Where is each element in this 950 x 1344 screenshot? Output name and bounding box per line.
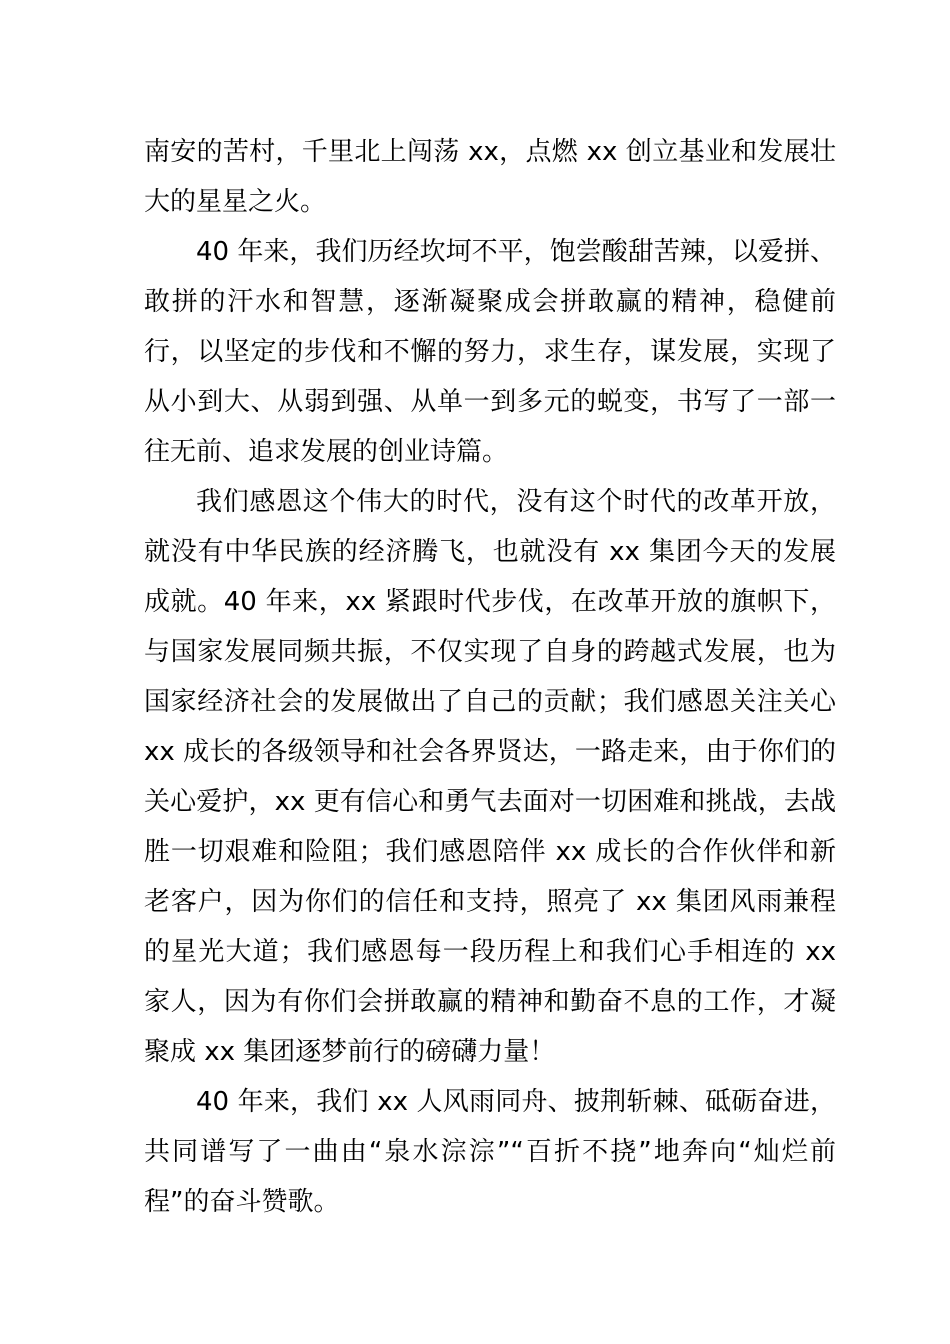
- paragraph-3: 我们感恩这个伟大的时代，没有这个时代的改革开放，就没有中华民族的经济腾飞，也就没有 xx 集团今天的发展成就。40 年来，xx 紧跟时代步伐，在改革开放的旗帜下，与国家发展同频共振，不仅实现了自身的跨越式发展，也为国家经济社会的发展做出了自己的贡献；我们感恩关注关心 xx 成长的各级领导和社会各界贤达，一路走来，由于你们的关心爱护，xx 更有信心和勇气去面对一切困难和挑战，去战胜一切艰难和险阻；我们感恩陪伴 xx 成长的合作伙伴和新老客户，因为你们的信任和支持，照亮了 xx 集团风雨兼程的星光大道；我们感恩每一段历程上和我们心手相连的 xx 家人，因为有你们会拼敢赢的精神和勤奋不息的工作，才凝聚成 xx 集团逐梦前行的磅礴力量！: [144, 487, 836, 1067]
- paragraph-2: 40 年来，我们历经坎坷不平，饱尝酸甜苦辣，以爱拼、敢拼的汗水和智慧，逐渐凝聚成会拼敢赢的精神，稳健前行，以坚定的步伐和不懈的努力，求生存，谋发展，实现了从小到大、从弱到强、从单一到多元的蜕变，书写了一部一往无前、追求发展的创业诗篇。: [144, 237, 836, 467]
- paragraph-1: 南安的苦村，千里北上闯荡 xx，点燃 xx 创立基业和发展壮大的星星之火。: [144, 137, 836, 217]
- paragraph-4: 40 年来，我们 xx 人风雨同舟、披荆斩棘、砥砺奋进，共同谱写了一曲由“泉水淙淙”“百折不挠”地奔向“灿烂前程”的奋斗赞歌。: [144, 1087, 836, 1217]
- document-body: [144, 127, 836, 1227]
